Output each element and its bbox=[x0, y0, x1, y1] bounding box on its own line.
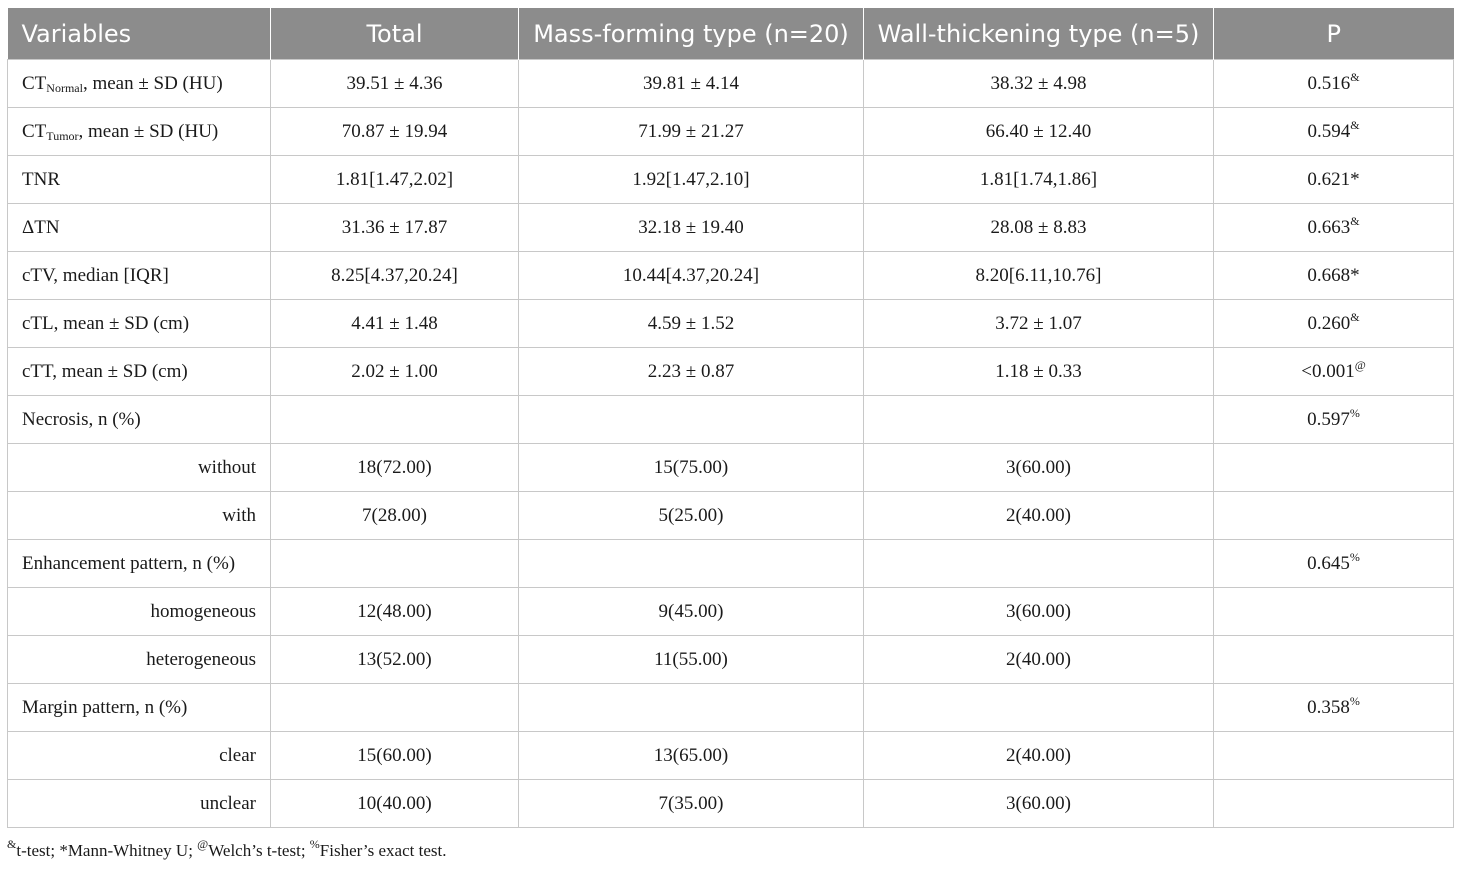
total-cell: 70.87 ± 19.94 bbox=[271, 108, 519, 156]
wall-thickening-cell: 3(60.00) bbox=[864, 780, 1214, 828]
total-cell bbox=[271, 684, 519, 732]
variable-cell bbox=[8, 348, 271, 396]
total-cell: 2.02 ± 1.00 bbox=[271, 348, 519, 396]
table-row bbox=[8, 540, 1454, 588]
footnote-text: t-test; bbox=[16, 841, 60, 860]
total-cell: 8.25[4.37,20.24] bbox=[271, 252, 519, 300]
variable-cell bbox=[8, 492, 271, 540]
table-row bbox=[8, 252, 1454, 300]
variable-label: CT bbox=[22, 120, 47, 142]
table-row bbox=[8, 636, 1454, 684]
p-value-cell bbox=[1214, 396, 1454, 444]
variable-label: cTL, mean ± SD (cm) bbox=[22, 312, 190, 334]
wall-thickening-cell: 28.08 ± 8.83 bbox=[864, 204, 1214, 252]
total-cell: 7(28.00) bbox=[271, 492, 519, 540]
header-variables: Variables bbox=[8, 8, 271, 60]
footnote-text: Fisher’s exact test. bbox=[319, 841, 447, 860]
variable-label: Enhancement pattern, n (%) bbox=[22, 552, 236, 574]
p-test-marker: & bbox=[1350, 69, 1360, 84]
p-value-cell bbox=[1214, 492, 1454, 540]
table-header-row bbox=[8, 8, 1454, 60]
table-row bbox=[8, 204, 1454, 252]
results-table bbox=[7, 8, 1454, 828]
p-value: 0.358 bbox=[1307, 696, 1350, 718]
p-value-cell bbox=[1214, 252, 1454, 300]
variable-label-rest: , mean ± SD (HU) bbox=[82, 72, 223, 94]
mass-forming-cell: 4.59 ± 1.52 bbox=[519, 300, 864, 348]
variable-cell bbox=[8, 588, 271, 636]
p-value-cell bbox=[1214, 780, 1454, 828]
wall-thickening-cell: 3.72 ± 1.07 bbox=[864, 300, 1214, 348]
table-row bbox=[8, 156, 1454, 204]
variable-label: cTV, median [IQR] bbox=[22, 264, 169, 286]
variable-cell bbox=[8, 636, 271, 684]
p-value: 0.621* bbox=[1307, 168, 1360, 190]
p-value-cell bbox=[1214, 588, 1454, 636]
variable-cell bbox=[8, 444, 271, 492]
variable-label: cTT, mean ± SD (cm) bbox=[22, 360, 188, 382]
mass-forming-cell: 2.23 ± 0.87 bbox=[519, 348, 864, 396]
header-mass-forming: Mass-forming type (n=20) bbox=[519, 8, 864, 60]
footnote-marker: @ bbox=[197, 837, 209, 851]
p-test-marker: & bbox=[1350, 117, 1360, 132]
variable-label: Necrosis, n (%) bbox=[22, 408, 141, 430]
total-cell: 39.51 ± 4.36 bbox=[271, 60, 519, 108]
mass-forming-cell: 7(35.00) bbox=[519, 780, 864, 828]
variable-cell bbox=[8, 780, 271, 828]
mass-forming-cell: 71.99 ± 21.27 bbox=[519, 108, 864, 156]
p-value: 0.668* bbox=[1307, 264, 1360, 286]
variable-cell bbox=[8, 300, 271, 348]
wall-thickening-cell: 3(60.00) bbox=[864, 444, 1214, 492]
variable-label-rest: , mean ± SD (HU) bbox=[78, 120, 219, 142]
variable-label: TNR bbox=[22, 168, 60, 190]
mass-forming-cell: 39.81 ± 4.14 bbox=[519, 60, 864, 108]
total-cell bbox=[271, 396, 519, 444]
p-value: 0.260 bbox=[1307, 312, 1351, 334]
mass-forming-cell: 5(25.00) bbox=[519, 492, 864, 540]
variable-cell bbox=[8, 732, 271, 780]
wall-thickening-cell: 2(40.00) bbox=[864, 492, 1214, 540]
p-test-marker: % bbox=[1349, 693, 1360, 708]
footnote-text: *Mann-Whitney U; bbox=[59, 841, 198, 860]
variable-label: with bbox=[222, 504, 256, 526]
p-test-marker: % bbox=[1349, 405, 1360, 420]
variable-label: homogeneous bbox=[150, 600, 256, 622]
mass-forming-cell: 1.92[1.47,2.10] bbox=[519, 156, 864, 204]
table-row bbox=[8, 492, 1454, 540]
p-test-marker: & bbox=[1350, 309, 1360, 324]
variable-label: unclear bbox=[200, 792, 256, 814]
mass-forming-cell: 11(55.00) bbox=[519, 636, 864, 684]
wall-thickening-cell: 38.32 ± 4.98 bbox=[864, 60, 1214, 108]
table-row bbox=[8, 588, 1454, 636]
variable-label: CT bbox=[22, 72, 47, 94]
variable-cell bbox=[8, 204, 271, 252]
variable-label: heterogeneous bbox=[146, 648, 256, 670]
mass-forming-cell: 10.44[4.37,20.24] bbox=[519, 252, 864, 300]
table-row bbox=[8, 780, 1454, 828]
p-test-marker: & bbox=[1350, 213, 1360, 228]
variable-subscript: Tumor bbox=[46, 128, 79, 143]
p-value-cell bbox=[1214, 60, 1454, 108]
footnote-marker: & bbox=[7, 837, 17, 851]
mass-forming-cell: 15(75.00) bbox=[519, 444, 864, 492]
variable-cell bbox=[8, 156, 271, 204]
footnote-text: Welch’s t-test; bbox=[208, 841, 310, 860]
total-cell: 15(60.00) bbox=[271, 732, 519, 780]
p-value-cell bbox=[1214, 156, 1454, 204]
p-value: 0.663 bbox=[1307, 216, 1351, 238]
p-value-cell bbox=[1214, 684, 1454, 732]
p-value-cell bbox=[1214, 204, 1454, 252]
total-cell: 13(52.00) bbox=[271, 636, 519, 684]
variable-label: ΔTN bbox=[22, 216, 60, 238]
wall-thickening-cell bbox=[864, 396, 1214, 444]
p-test-marker: @ bbox=[1354, 357, 1366, 372]
table-row bbox=[8, 732, 1454, 780]
total-cell: 31.36 ± 17.87 bbox=[271, 204, 519, 252]
p-value-cell bbox=[1214, 636, 1454, 684]
p-value-cell bbox=[1214, 108, 1454, 156]
mass-forming-cell: 13(65.00) bbox=[519, 732, 864, 780]
variable-label: without bbox=[197, 456, 256, 478]
variable-cell bbox=[8, 684, 271, 732]
total-cell: 1.81[1.47,2.02] bbox=[271, 156, 519, 204]
mass-forming-cell bbox=[519, 540, 864, 588]
table-footnote bbox=[7, 837, 447, 861]
variable-cell bbox=[8, 540, 271, 588]
variable-subscript: Normal bbox=[46, 80, 83, 95]
total-cell: 12(48.00) bbox=[271, 588, 519, 636]
mass-forming-cell bbox=[519, 396, 864, 444]
table-row bbox=[8, 60, 1454, 108]
variable-label: Margin pattern, n (%) bbox=[22, 696, 188, 718]
header-total: Total bbox=[271, 8, 519, 60]
p-value: 0.516 bbox=[1307, 72, 1351, 94]
table-row bbox=[8, 396, 1454, 444]
total-cell: 4.41 ± 1.48 bbox=[271, 300, 519, 348]
table-row bbox=[8, 108, 1454, 156]
p-value: 0.645 bbox=[1307, 552, 1350, 574]
variable-cell bbox=[8, 396, 271, 444]
total-cell: 18(72.00) bbox=[271, 444, 519, 492]
table-row bbox=[8, 444, 1454, 492]
table-row bbox=[8, 300, 1454, 348]
p-value: <0.001 bbox=[1301, 360, 1355, 382]
table-row bbox=[8, 348, 1454, 396]
variable-cell bbox=[8, 60, 271, 108]
p-test-marker: % bbox=[1349, 549, 1360, 564]
variable-cell bbox=[8, 108, 271, 156]
mass-forming-cell: 32.18 ± 19.40 bbox=[519, 204, 864, 252]
wall-thickening-cell: 2(40.00) bbox=[864, 732, 1214, 780]
wall-thickening-cell: 1.81[1.74,1.86] bbox=[864, 156, 1214, 204]
p-value-cell bbox=[1214, 348, 1454, 396]
p-value-cell bbox=[1214, 444, 1454, 492]
wall-thickening-cell: 2(40.00) bbox=[864, 636, 1214, 684]
header-wall-thickening: Wall-thickening type (n=5) bbox=[864, 8, 1214, 60]
p-value: 0.597 bbox=[1307, 408, 1350, 430]
header-p: P bbox=[1214, 8, 1454, 60]
p-value-cell bbox=[1214, 300, 1454, 348]
table-body bbox=[8, 60, 1454, 828]
variable-label: clear bbox=[219, 744, 256, 766]
total-cell bbox=[271, 540, 519, 588]
mass-forming-cell bbox=[519, 684, 864, 732]
wall-thickening-cell: 66.40 ± 12.40 bbox=[864, 108, 1214, 156]
p-value-cell bbox=[1214, 732, 1454, 780]
wall-thickening-cell bbox=[864, 684, 1214, 732]
wall-thickening-cell bbox=[864, 540, 1214, 588]
wall-thickening-cell: 1.18 ± 0.33 bbox=[864, 348, 1214, 396]
p-value-cell bbox=[1214, 540, 1454, 588]
table-row bbox=[8, 684, 1454, 732]
variable-cell bbox=[8, 252, 271, 300]
wall-thickening-cell: 8.20[6.11,10.76] bbox=[864, 252, 1214, 300]
wall-thickening-cell: 3(60.00) bbox=[864, 588, 1214, 636]
footnote-marker: % bbox=[309, 837, 320, 851]
p-value: 0.594 bbox=[1307, 120, 1351, 142]
total-cell: 10(40.00) bbox=[271, 780, 519, 828]
mass-forming-cell: 9(45.00) bbox=[519, 588, 864, 636]
